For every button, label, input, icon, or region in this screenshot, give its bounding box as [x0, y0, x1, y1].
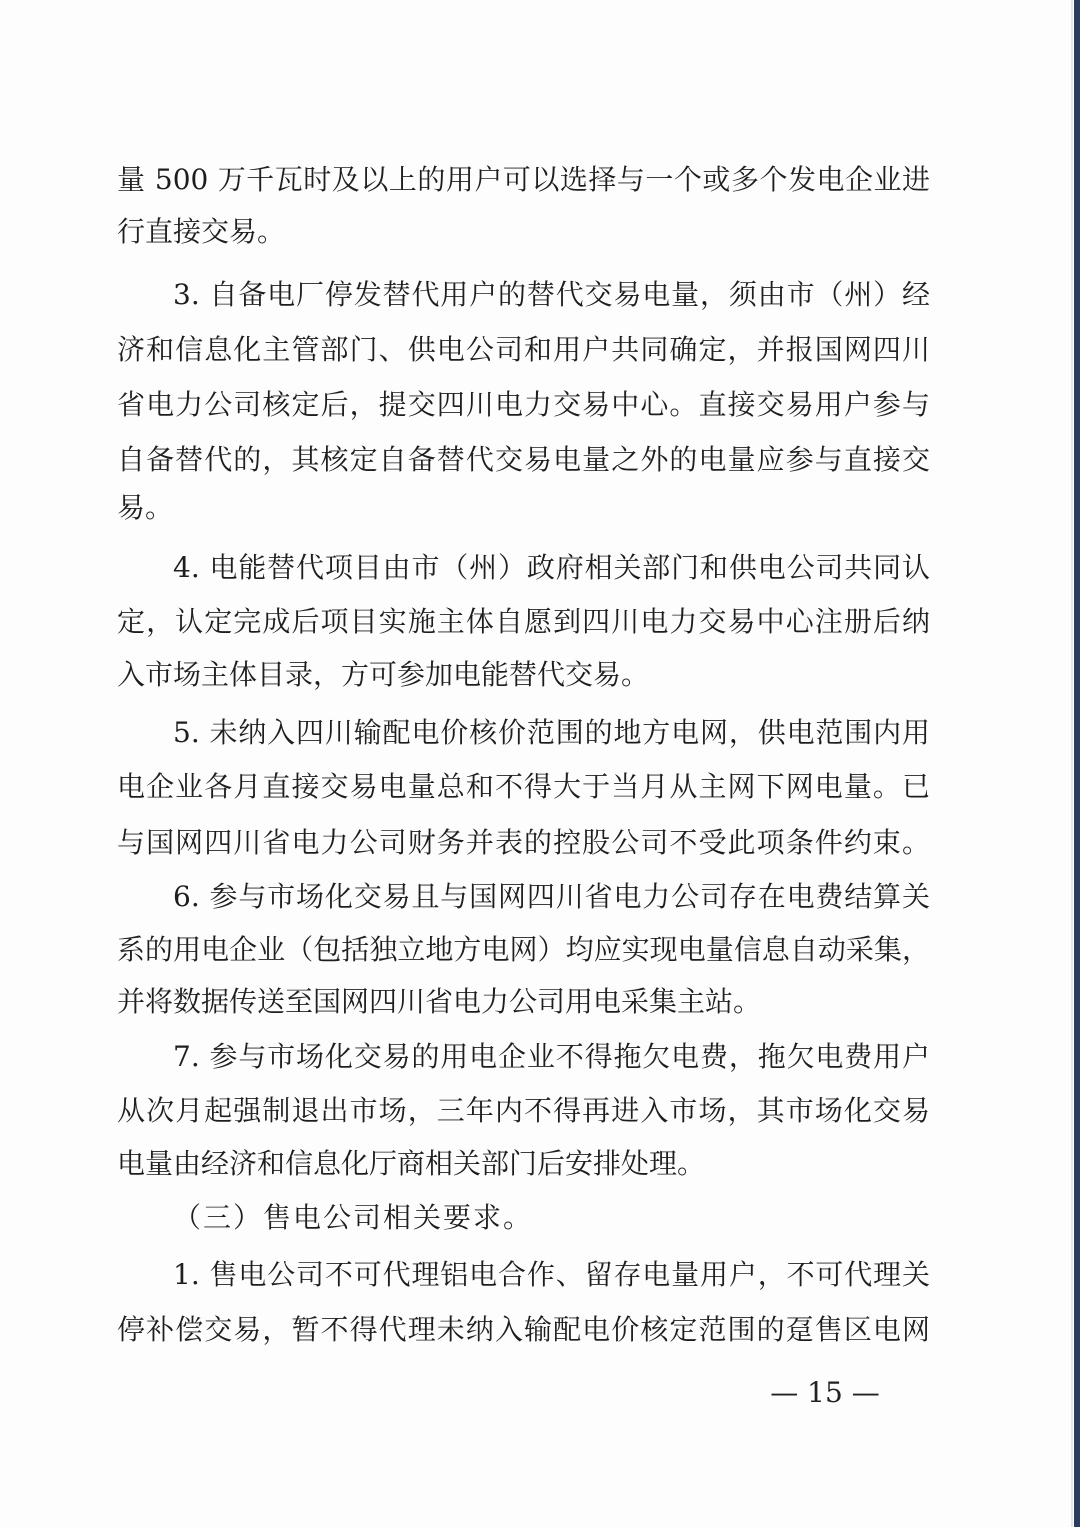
text-line: 济和信息化主管部门、供电公司和用户共同确定，并报国网四川 — [117, 333, 930, 366]
text-line: 停补偿交易，暂不得代理未纳入输配电价核定范围的趸售区电网 — [117, 1313, 930, 1346]
text-line: 电量由经济和信息化厅商相关部门后安排处理。 — [117, 1147, 706, 1180]
paragraph-item-5-first-line: 5. 未纳入四川输配电价核价范围的地方电网，供电范围内用 — [173, 716, 930, 749]
page-number: — 15 — — [770, 1376, 880, 1409]
text-line: 定，认定完成后项目实施主体自愿到四川电力交易中心注册后纳 — [117, 605, 930, 638]
text-line: 易。 — [117, 491, 174, 524]
section-heading: （三）售电公司相关要求。 — [173, 1201, 534, 1234]
text-line: 与国网四川省电力公司财务并表的控股公司不受此项条件约束。 — [117, 826, 930, 859]
text-line: 从次月起强制退出市场，三年内不得再进入市场，其市场化交易 — [117, 1094, 930, 1127]
paragraph-item-6-first-line: 6. 参与市场化交易且与国网四川省电力公司存在电费结算关 — [173, 880, 930, 913]
paragraph-item-7-first-line: 7. 参与市场化交易的用电企业不得拖欠电费，拖欠电费用户 — [173, 1040, 930, 1073]
paragraph-item-3-first-line: 3. 自备电厂停发替代用户的替代交易电量，须由市（州）经 — [173, 278, 930, 311]
text-line: 入市场主体目录，方可参加电能替代交易。 — [117, 658, 650, 691]
paragraph-section-3-item-1-first-line: 1. 售电公司不可代理铝电合作、留存电量用户，不可代理关 — [173, 1258, 930, 1291]
paragraph-item-4-first-line: 4. 电能替代项目由市（州）政府相关部门和供电公司共同认 — [173, 551, 930, 584]
text-line: 自备替代的，其核定自备替代交易电量之外的电量应参与直接交 — [117, 443, 930, 476]
text-line: 系的用电企业（包括独立地方电网）均应实现电量信息自动采集， — [117, 933, 930, 966]
page-edge-shadow — [1071, 0, 1073, 1527]
text-line: 量 500 万千瓦时及以上的用户可以选择与一个或多个发电企业进 — [117, 163, 930, 196]
scan-edge-border — [1074, 0, 1080, 1527]
text-line: 并将数据传送至国网四川省电力公司用电采集主站。 — [117, 985, 762, 1018]
text-line: 省电力公司核定后，提交四川电力交易中心。直接交易用户参与 — [117, 388, 930, 421]
text-line: 电企业各月直接交易电量总和不得大于当月从主网下网电量。已 — [117, 770, 930, 803]
text-line: 行直接交易。 — [117, 215, 286, 248]
